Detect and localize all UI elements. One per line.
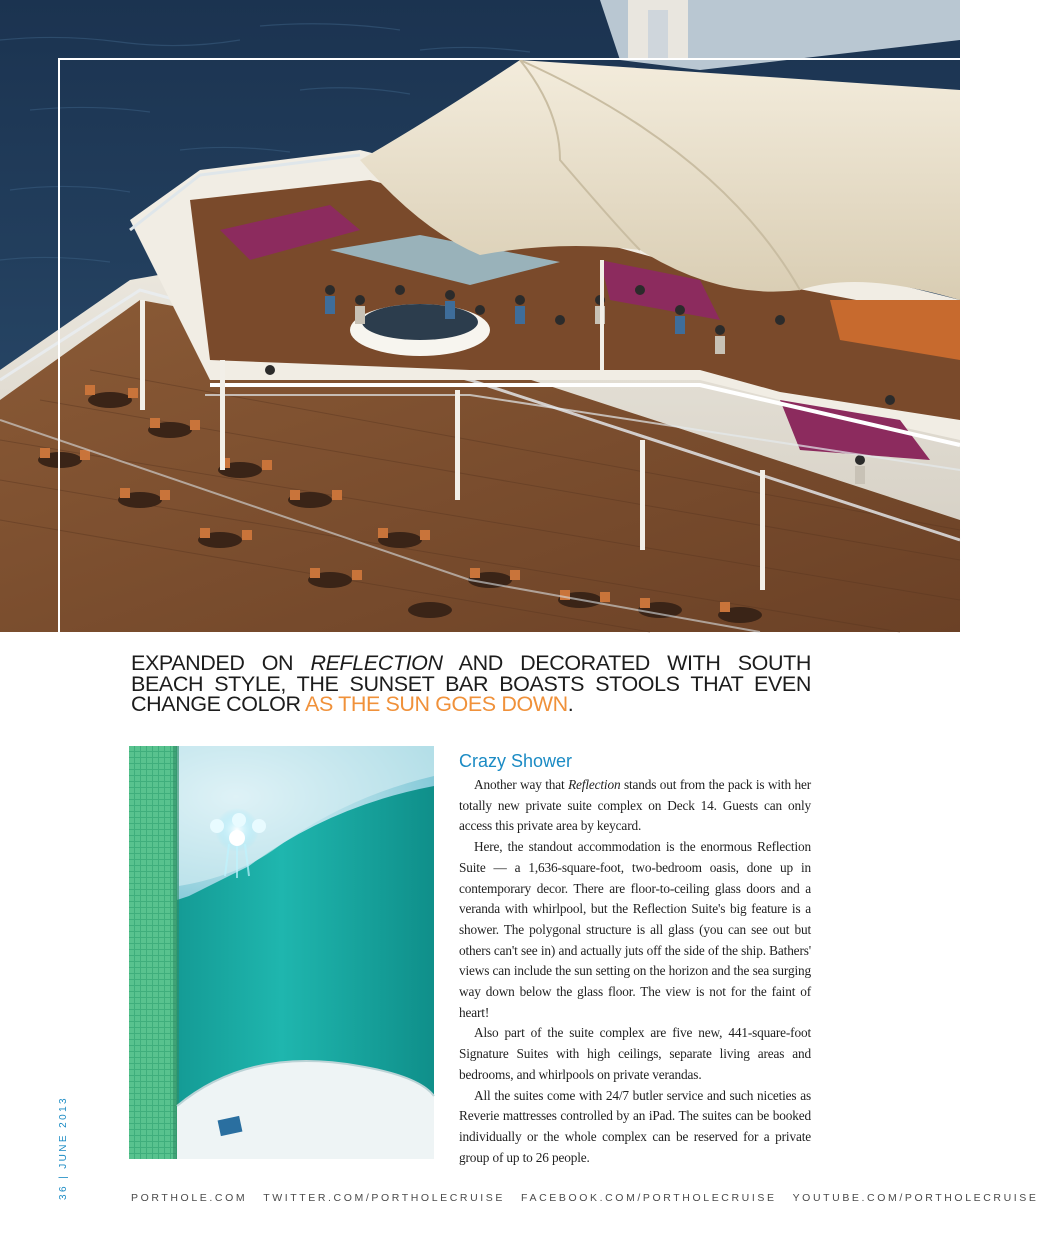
article-crazy-shower (459, 750, 811, 1168)
caption-text: AND DECORATED WITH SOUTH BEACH STYLE, THE SUNSET BAR BOASTS STOOLS THAT EVEN CHANGE COLOR (131, 651, 811, 716)
footer-link-website[interactable]: PORTHOLE.COM (131, 1192, 248, 1204)
photo-caption (131, 653, 811, 715)
shower-illustration (129, 746, 434, 1159)
article-ship-name: Reflection (568, 777, 621, 792)
sunset-bar-photo (0, 0, 960, 632)
article-paragraph: Here, the standout accommodation is the enormous Reflection Suite — a 1,636-square-foot, two-bedroom oasis, done up in contemporary decor. There are floor-to-ceiling glass doors and a veranda with whirlpool, but the Reflection Suite's big feature is a shower. The polygonal structure is all glass (you can see out but others can't see in) and actually juts off the side of the ship. Bathers' views can include the sun setting on the horizon and the sea surging way down below the glass floor. The view is not for the faint of heart! (459, 839, 811, 1020)
article-paragraph: All the suites come with 24/7 butler service and such niceties as Reverie mattresses controlled by an iPad. The suites can be booked individually or the whole complex can be reserved for a private group of up to 26 people. (459, 1087, 811, 1165)
article-paragraph: Also part of the suite complex are five new, 441-square-foot Signature Suites with high ceilings, separate living areas and bedrooms, and whirlpools on private verandas. (459, 1025, 811, 1082)
footer-link-youtube[interactable]: YOUTUBE.COM/PORTHOLECRUISE (792, 1192, 1039, 1204)
photo-frame-line (58, 58, 60, 632)
caption-highlight: AS THE SUN GOES DOWN (305, 692, 568, 716)
article-heading: Crazy Shower (459, 751, 573, 771)
article-paragraph (459, 775, 811, 837)
caption-ship-name: REFLECTION (310, 651, 443, 675)
page-number-date: 36 | JUNE 2013 (58, 1095, 69, 1200)
footer-link-twitter[interactable]: TWITTER.COM/PORTHOLECRUISE (263, 1192, 506, 1204)
caption-text: EXPANDED ON (131, 651, 311, 675)
article-text: Another way that (474, 777, 569, 792)
crazy-shower-photo (129, 746, 434, 1159)
ship-deck-illustration (0, 0, 960, 632)
photo-frame-line (58, 58, 960, 60)
footer-links (131, 1192, 1039, 1204)
footer-link-facebook[interactable]: FACEBOOK.COM/PORTHOLECRUISE (521, 1192, 777, 1204)
caption-text: . (567, 692, 574, 716)
article-text: stands out from the pack is with her totally new private suite complex on Deck 14. Guests can only access this private area by keycard. (459, 777, 811, 834)
